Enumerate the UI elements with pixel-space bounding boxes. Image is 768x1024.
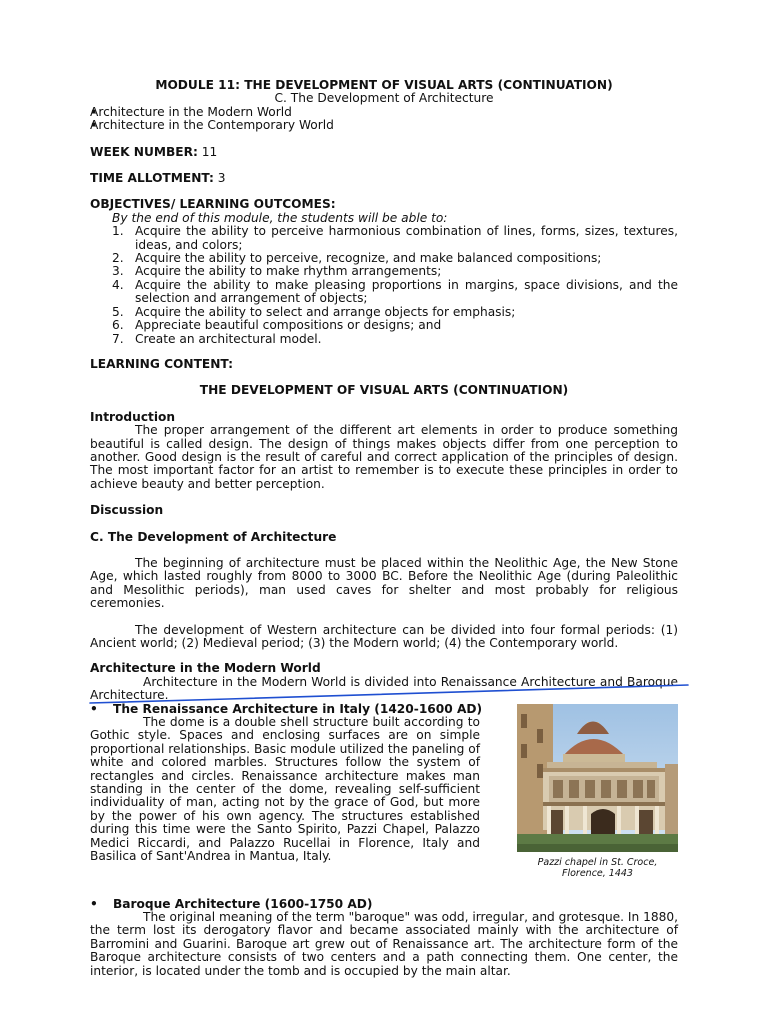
modern-world-heading: Architecture in the Modern World: [90, 661, 321, 676]
header-bullet-list: [90, 106, 370, 133]
header-bullet-1: • Architecture in the Modern World: [90, 106, 370, 119]
module-title: MODULE 11: THE DEVELOPMENT OF VISUAL ARTS (CONTINUATION): [155, 78, 613, 92]
architecture-paragraph-2: The development of Western architecture can be divided into four formal periods: (1) Ancient world; (2) Medieval period; (3) the Modern world; (4) the Contemporary world.: [90, 622, 678, 650]
figure-caption-line-1: Pazzi chapel in St. Croce,: [537, 856, 658, 868]
modern-world-text: Architecture in the Modern World is divided into Renaissance Architecture and Baroque Architecture.: [90, 674, 678, 703]
modern-world-block: [90, 676, 678, 703]
objective-item: 4. Acquire the ability to make pleasing proportions in margins, space divisions, and the selection and arrangement of objects;: [112, 277, 678, 306]
learning-content-heading: LEARNING CONTENT:: [90, 356, 233, 371]
discussion-heading: Discussion: [90, 503, 164, 518]
renaissance-text: The dome is a double shell structure built according to Gothic style. Spaces and enclosing surfaces are on simple proportional relationships. Basic module utilized the paneling of white and colored marbles. Structures follow the system of rectangles and circles. Renaissance architecture makes man standing in the center of the dome, revealing self-sufficient individuality of man, acting not by the grace of God, but more by the power of his own agency. The structures established during this time were the Santo Spirito, Pazzi Chapel, Palazzo Medici Riccardi, and Palazzo Rucellai in Florence, Italy and Basilica of Sant'Andrea in Mantua, Italy.: [90, 715, 480, 864]
week-value: 11: [201, 144, 218, 159]
time-label: TIME ALLOTMENT:: [90, 171, 214, 186]
objective-item: 7. Create an architectural model.: [112, 331, 322, 346]
time-allotment: [90, 172, 678, 185]
document-page: [90, 79, 678, 978]
baroque-heading: • Baroque Architecture (1600-1750 AD): [90, 896, 373, 911]
week-number: [90, 146, 678, 159]
introduction-text: The proper arrangement of the different art elements in order to produce something beautiful is called design. The design of things makes objects differ from one perception to another. Good design is the result of careful and correct application of the principles of design. The most important factor for an artist to remember is to execute these principles in order to achieve beauty and better perception.: [90, 423, 678, 491]
module-subtitle: C. The Development of Architecture: [274, 91, 494, 106]
architecture-paragraph-1: The beginning of architecture must be placed within the Neolithic Age, the New Stone Age, which lasted roughly from 8000 to 3000 BC. Before the Neolithic Age (during Paleolithic and Mesolithic periods), man used caves for shelter and most probably for religious ceremonies.: [90, 555, 678, 611]
objectives-list: [90, 225, 678, 346]
objective-item: 2. Acquire the ability to perceive, recognize, and make balanced compositions;: [112, 251, 602, 266]
time-value: 3: [217, 171, 226, 186]
pazzi-chapel-figure: [517, 704, 678, 879]
renaissance-section: [90, 701, 678, 879]
figure-caption: [517, 857, 678, 879]
objective-item: 5. Acquire the ability to select and arrange objects for emphasis;: [112, 304, 516, 319]
section-heading: C. The Development of Architecture: [90, 529, 337, 544]
objectives-intro: By the end of this module, the students will be able to:: [112, 210, 448, 225]
content-title: THE DEVELOPMENT OF VISUAL ARTS (CONTINUATION): [199, 383, 569, 398]
week-label: WEEK NUMBER:: [90, 144, 198, 159]
objective-item: 1. Acquire the ability to perceive harmonious combination of lines, forms, sizes, textures, ideas, and colors;: [112, 224, 678, 252]
pazzi-chapel-photo: [517, 704, 678, 852]
header-bullet-2: • Architecture in the Contemporary World: [90, 119, 370, 132]
figure-caption-line-2: Florence, 1443: [562, 867, 633, 879]
objective-item: 3. Acquire the ability to make rhythm arrangements;: [112, 264, 442, 279]
introduction-heading: Introduction: [90, 409, 176, 424]
renaissance-heading: • The Renaissance Architecture in Italy (1420-1600 AD): [90, 701, 483, 716]
baroque-text: The original meaning of the term "baroque" was odd, irregular, and grotesque. In 1880, the term lost its derogatory flavor and became associated mainly with the architecture of Barromini and Guarini. Baroque art grew out of Renaissance art. The architecture form of the Baroque architecture consists of two centers and a path connecting them. One center, the interior, is located under the tomb and is occupied by the main altar.: [90, 909, 679, 978]
objectives-heading: OBJECTIVES/ LEARNING OUTCOMES:: [90, 197, 336, 212]
objective-item: 6. Appreciate beautiful compositions or designs; and: [112, 318, 442, 333]
